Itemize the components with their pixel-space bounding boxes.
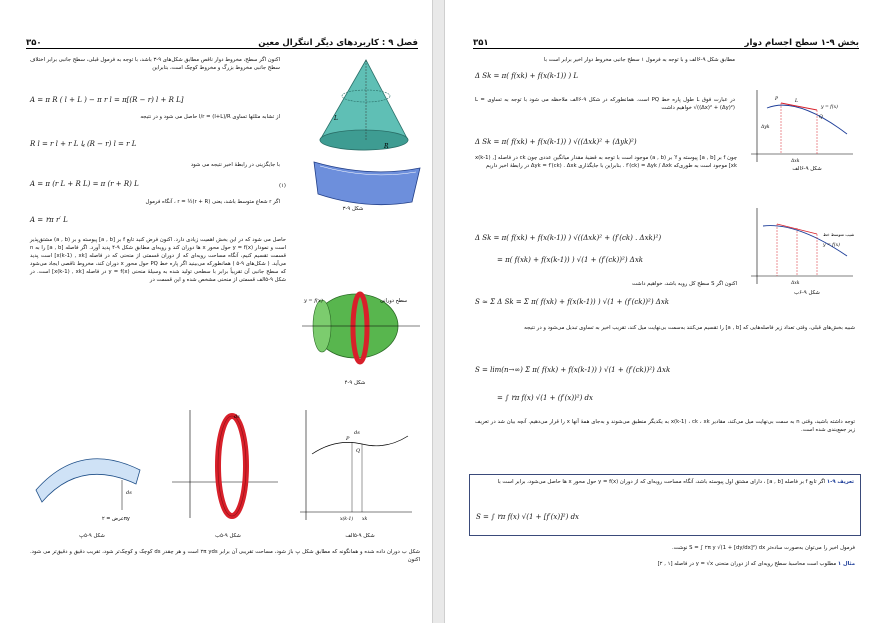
figure-9-6a <box>747 88 857 166</box>
figure-9-5b-caption: شکل ۹-۵ب <box>215 533 241 539</box>
left-para-5: حاصل می شود که در این بخش اهمیت زیادی دارد. اکنون فرض کنید تابع f بر [a , b] پیوسته و بر (a , b) مشتق‌پذیر است و نمودار y = f(x) حول محور x ها دوران کند و رویه‌ای مطابق شکل ۹-۴ پدید آورد. اگر فاصله [a , b] را به n قسمت تقسیم کنیم، آنگاه مساحت رویه‌ای که از دوران قسمتی از منحنی که در فاصله [x(k-1) , xk] است پدید می‌آید. ( شکل‌های ۹-۵ ) همانطورکه می‌بینید اگر پاره خط PQ حول محور x دوران کند، مخروط ناقصی ایجاد می‌شود که سطح جانبی آن تقریباً برابر با سطحی تولید شده به وسیلهٔ منحنی y = f(x) در فاصله [x(k-1) , xk] است. در شکل ۹-۵الف قسمتی از منحنی مشخص شده و این قسمت در <box>30 237 287 283</box>
left-para-6: شکل ب دوران داده شده و همانگونه که مطابق شکل پ باز شود، مساحت تقریبی آن برابر ۲π yds است و هر چقدر ds کوچک و کوچک‌تر شود، تقریب دقیق و دقیق‌تر می شود. اکنون <box>30 549 420 563</box>
definition-box <box>469 474 861 536</box>
figure-9-3-caption: شکل ۹-۳ <box>342 206 364 212</box>
left-page <box>0 0 432 623</box>
right-eq-3b: = π( f(xk) + f(x(k-1)) ) √(1 + (f′(ck))²) Δxk <box>497 256 644 264</box>
left-eq-1: A = π R ( l + L ) − π r l = π[(R − r) l + R L] <box>30 96 184 104</box>
fig6a-dx: Δxk <box>791 159 800 164</box>
fig6a-q: Q <box>819 115 823 120</box>
definition-equation: S = ∫ ۲π f(x) √(1 + [f′(x)]²) dx <box>476 513 579 521</box>
right-para-5: شبیه بخش‌های قبلی، وقتی تعداد زیر فاصله‌هایی که [a , b] را تقسیم می‌کنند به‌سمت بی‌نهایت میل کند، تقریب اخیر به تساوی تبدیل می‌شود و در نتیجه <box>524 325 855 331</box>
left-para-2: از تشابه مثلثها تساوی l/r = (l+L)/R حاصل می شود و در نتیجه <box>140 114 280 120</box>
fig6b-fy: y = f(x) <box>823 243 840 248</box>
right-eq-1: Δ Sk = π( f(xk) + f(x(k-1)) ) L <box>475 72 578 80</box>
left-page-number: ۳۵۰ <box>26 38 42 48</box>
fig6a-L: L <box>795 99 798 104</box>
right-eq-4: S ≈ Σ Δ Sk = Σ π( f(xk) + f(x(k-1)) ) √(1 + (f′(ck))²) Δxk <box>475 298 670 306</box>
right-page-title: بخش ۹-۱ سطح اجسام دوار <box>744 38 859 48</box>
right-para-1: مطابق شکل ۹-۶الف و با توجه به فرمول ۱ سطح جانبی مخروط دوار اخیر برابر است با <box>543 57 735 63</box>
left-para-3: با جایگزینی در رابطهٔ اخیر نتیجه می شود <box>190 162 280 168</box>
figure-9-3 <box>300 56 425 206</box>
right-para-6: توجه داشته باشید، وقتی n به سمت بی‌نهایت میل می‌کند، مقادیر x(k-1) ، ck ، xk به یکدیگر منطبق می‌شوند و به‌جای همهٔ آنها x را قرار می‌دهیم. آنچه بیان شد در تعریف زیر جمع‌بندی شده است. <box>475 419 855 433</box>
fig5b-ds: ds <box>234 414 240 420</box>
figure-9-5a-caption: شکل ۹-۵الف <box>345 533 375 539</box>
definition-text <box>474 478 854 486</box>
right-page-header <box>473 34 859 49</box>
fig4-label-surface: سطح دورانی <box>380 298 408 304</box>
definition-body: اگر تابع f بر فاصله [a , b] ، دارای مشتق اول پیوسته باشد، آنگاه مساحت رویه‌ای که از دوران y = f(x) حول محور x ها حاصل می‌شود، برابر است با <box>497 479 826 485</box>
fig5a-xk: xk <box>362 517 368 522</box>
right-para-3: چون f بر [a , b] پیوسته و f′ بر (a , b) موجود است با توجه به قضیهٔ مقدار میانگین عددی چون ck در فاصله [x(k-1) , xk] موجود است به طوری‌که f′(ck) = Δyk / Δxk . بنابراین با جایگذاری Δyk = f′(ck) . Δxk در رابطهٔ اخیر داریم <box>475 155 737 169</box>
fig6a-dy: Δyk <box>761 125 770 130</box>
left-eq-4: A = ۲π r′ L <box>30 216 68 224</box>
figure-9-4 <box>298 286 423 376</box>
left-eq-3-number: (۱) <box>278 183 286 189</box>
right-page <box>445 0 884 623</box>
fig5a-xk1: x(k-1) <box>340 517 354 522</box>
fig6b-dx: Δxk <box>791 281 800 286</box>
right-para-7: فرمول اخیر را می‌توان به‌صورت ساده‌تر S = ∫ ۲π y √(1 + [dy/dx]²) dx نوشت. <box>671 545 855 551</box>
right-para-2: در عبارت فوق L طول پاره خط PQ است. همانطورکه در شکل ۹-۶الف ملاحظه می شود با توجه به تساوی L = √((Δx)² + (Δy)²) خواهیم داشت <box>475 97 736 111</box>
left-para-4: اگر r شعاع متوسط باشد، یعنی r = ½(r + R) ، آنگاه فرمول <box>145 199 280 205</box>
example-1 <box>475 560 855 568</box>
book-gutter <box>432 0 445 623</box>
example-1-text: مطلوب است محاسبهٔ سطح رویه‌ای که از دوران منحنی y = √x در فاصله [۱ , ۲] <box>657 561 837 567</box>
fig3-label-L: L <box>334 115 338 122</box>
fig6a-fy: y = f(x) <box>821 105 838 110</box>
right-eq-5a: S = lim(n→∞) Σ π( f(xk) + f(x(k-1)) ) √(1 + (f′(ck))²) Δxk <box>475 366 671 374</box>
figure-9-5a <box>296 408 416 526</box>
definition-title: تعریف ۹-۱ <box>826 479 854 485</box>
figure-9-5c-caption: شکل ۹-۵پ <box>79 533 105 539</box>
figure-9-6b <box>747 206 857 288</box>
left-page-header <box>26 34 418 49</box>
right-eq-3a: Δ Sk = π( f(xk) + f(x(k-1)) ) √((Δxk)² + (f′(ck) . Δxk)²) <box>475 234 662 242</box>
right-eq-2: Δ Sk = π( f(xk) + f(x(k-1)) ) √((Δxk)² + (Δyk)²) <box>475 138 637 146</box>
left-eq-2: R l = r l + r L یا (R − r) l = r L <box>30 140 137 148</box>
left-eq-3: A = π (r L + R L) = π (r + R) L <box>30 180 139 188</box>
left-page-title: فصل ۹ : کاربردهای دیگر انتگرال معین <box>258 38 418 48</box>
right-page-number: ۳۵۱ <box>473 38 489 48</box>
fig5c-width-label: عرض = ۲πy <box>102 516 130 522</box>
fig4-label-y: y = f(x) <box>304 298 323 304</box>
fig5c-ds: ds <box>126 490 132 496</box>
fig6b-mean-line: شیب متوسط خط <box>823 232 855 237</box>
fig3-label-R: R <box>384 143 389 150</box>
fig6a-p: P <box>775 97 779 102</box>
fig5a-q: Q <box>356 448 361 454</box>
example-1-title: مثال ۱ <box>837 561 855 567</box>
left-para-1: اکنون اگر سطح، مخروط دوار ناقص مطابق شکل‌های ۹-۳ باشد، با توجه به فرمول قبلی، سطح جانبی برابر اختلاف سطح جانبی مخروط بزرگ و مخروط کوچک است، بنابراین <box>30 57 280 71</box>
fig5a-ds: ds <box>354 430 360 436</box>
figure-9-6a-caption: شکل ۹-۶الف <box>792 166 822 172</box>
fig5a-p: P <box>346 436 350 442</box>
figure-9-6b-caption: شکل ۹-۶ب <box>794 290 820 296</box>
figure-9-5c <box>30 430 150 525</box>
figure-9-5b <box>162 406 282 526</box>
right-para-4: اکنون اگر S سطح کل رویه باشد، خواهیم داشت <box>631 281 737 287</box>
right-eq-5b: = ∫ ۲π f(x) √(1 + (f′(x))²) dx <box>497 394 593 402</box>
figure-9-4-caption: شکل ۹-۴ <box>344 380 366 386</box>
